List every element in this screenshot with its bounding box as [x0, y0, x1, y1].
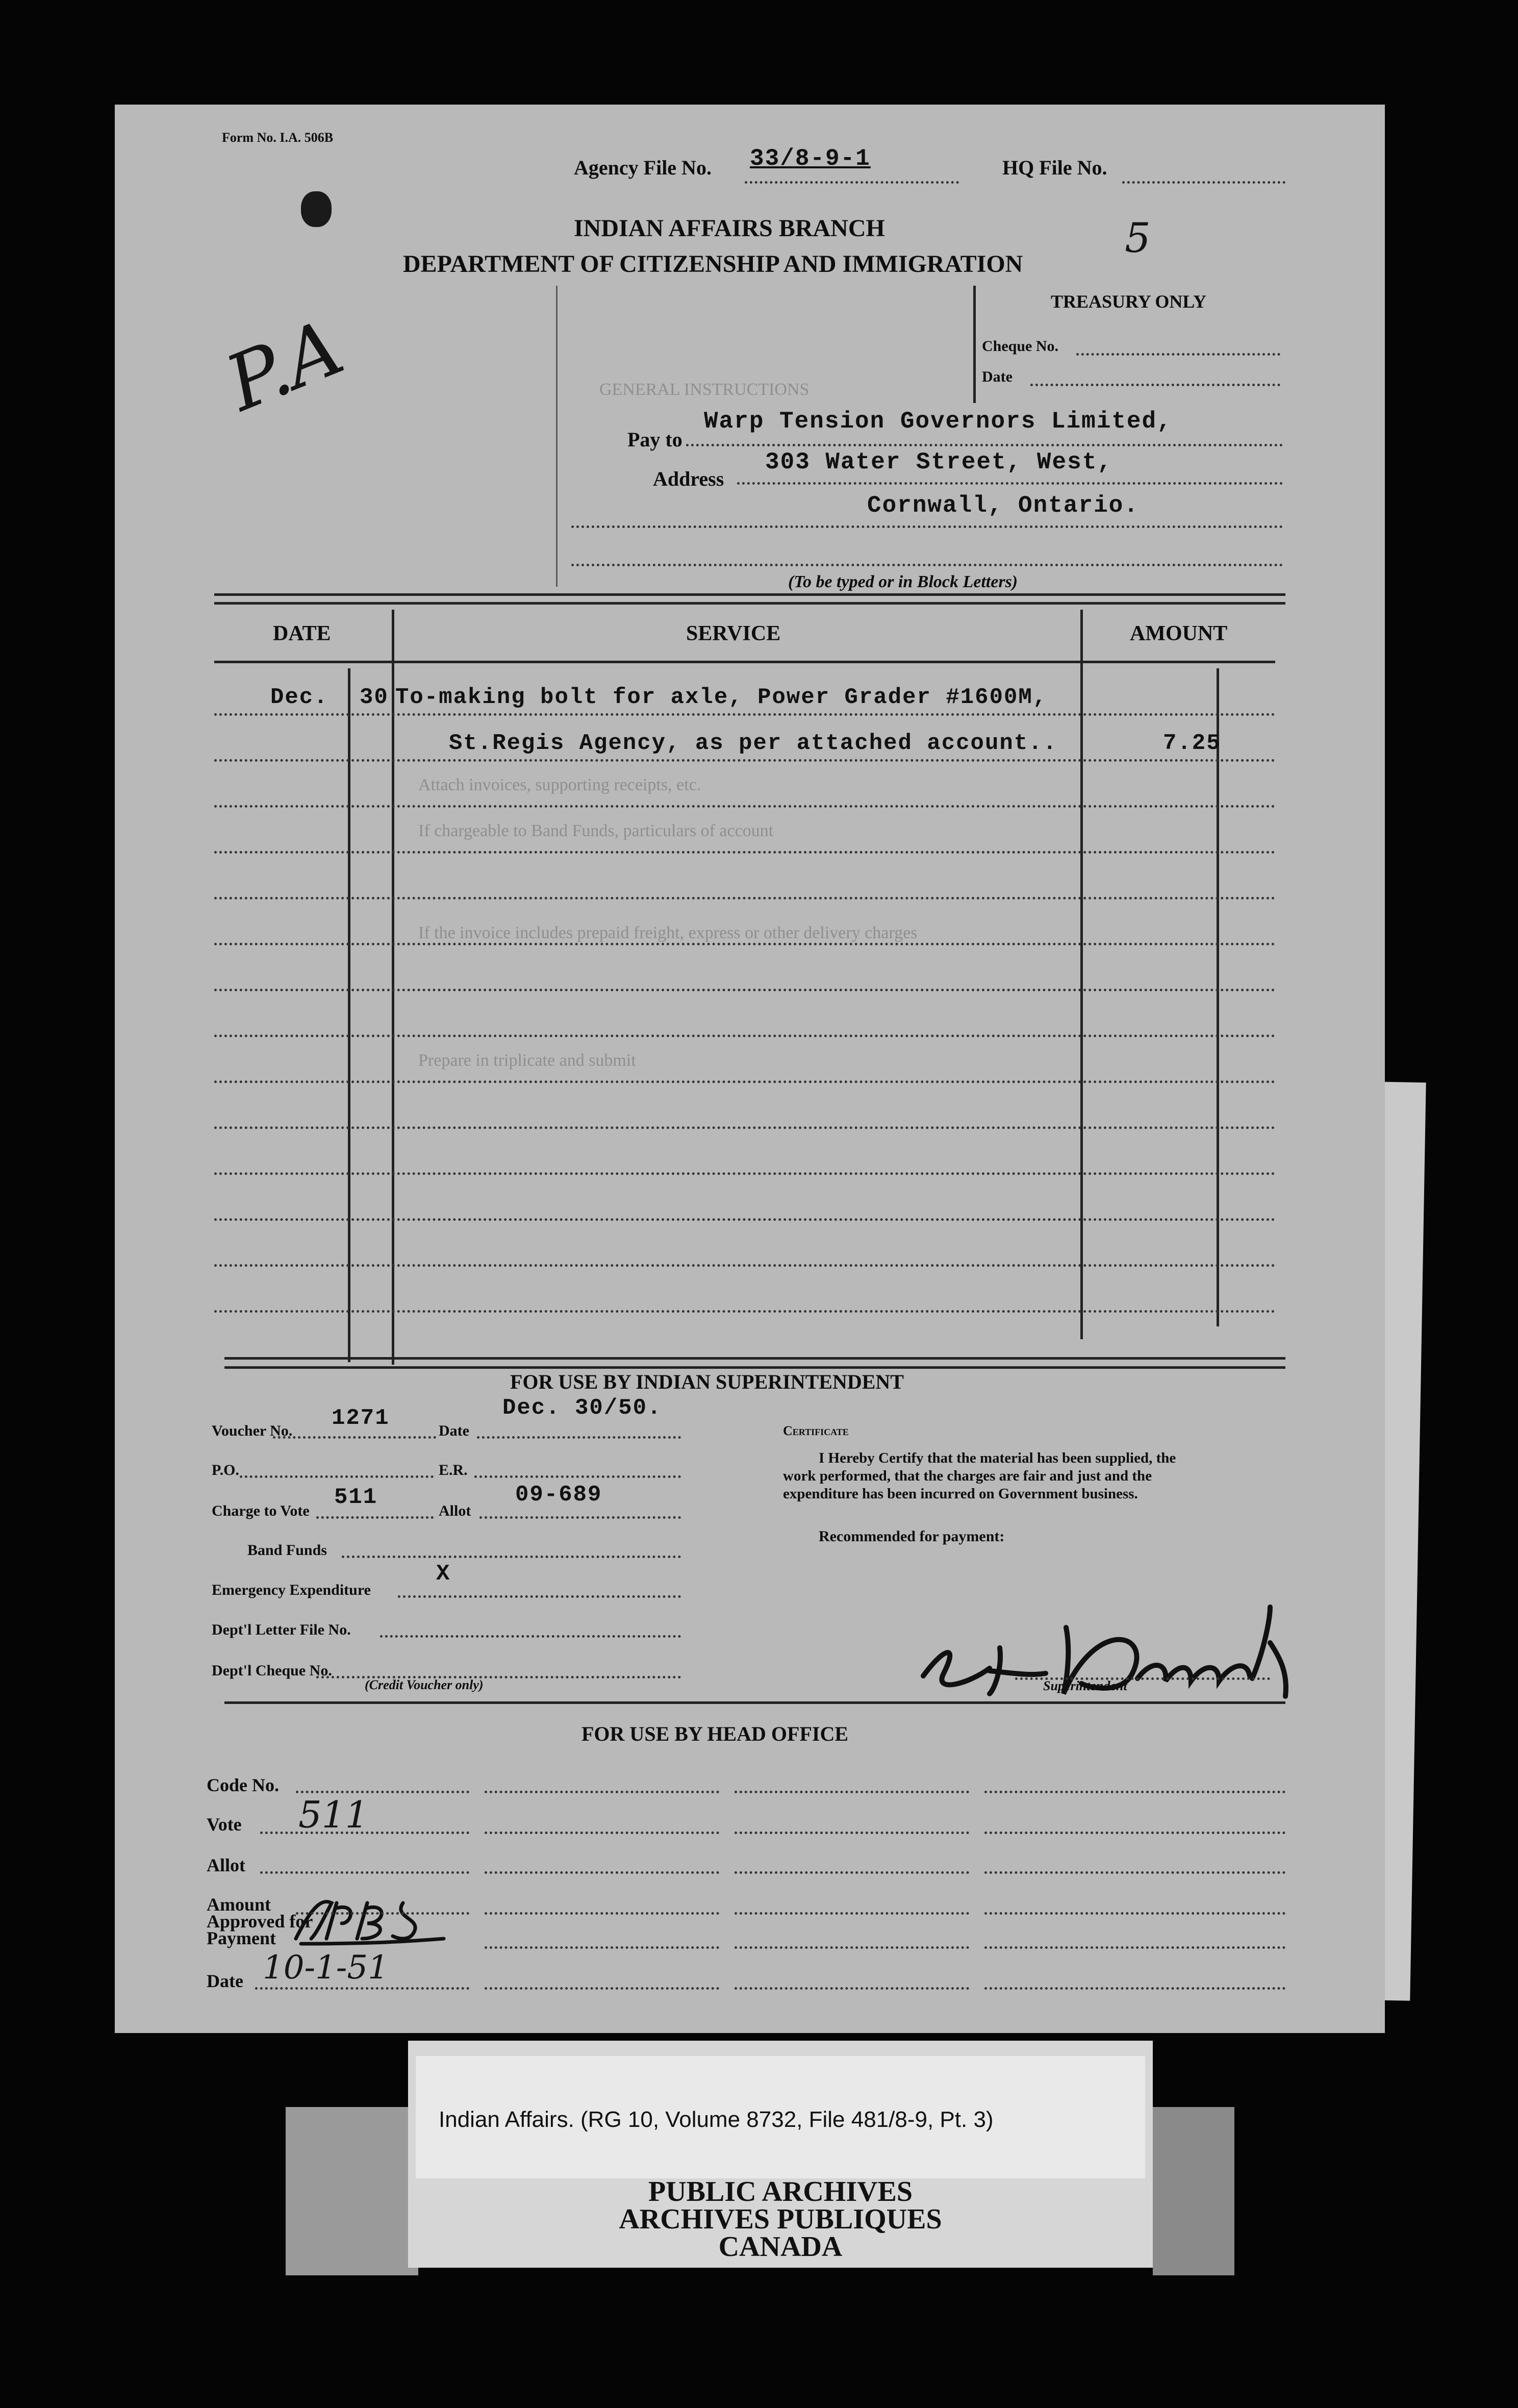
- address-line-1: 303 Water Street, West,: [765, 449, 1112, 475]
- voucher-date-line: [477, 1436, 681, 1439]
- margin-handwritten-number: 5: [1125, 214, 1151, 262]
- payee-left-rule: [556, 286, 558, 587]
- table-top-rule: [214, 593, 1285, 596]
- treasury-date-line: [1030, 384, 1280, 386]
- hq-file-label: HQ File No.: [1002, 156, 1107, 179]
- address-label: Address: [653, 467, 724, 490]
- voucher-line: [273, 1436, 436, 1439]
- hq-file-line: [1122, 181, 1285, 184]
- amount-label: Amount: [207, 1894, 271, 1915]
- treasury-date-label: Date: [982, 368, 1013, 385]
- amount-line-4: [984, 1912, 1285, 1915]
- code-no-line-3: [735, 1791, 969, 1793]
- table-row-line: [214, 1126, 1275, 1129]
- signature-caption: Superintendent: [1043, 1678, 1127, 1693]
- allot-line: [479, 1516, 681, 1519]
- date-header: DATE: [273, 622, 331, 645]
- ho-date-line-3: [735, 1987, 969, 1990]
- er-line: [474, 1475, 681, 1478]
- emergency-value: X: [436, 1561, 451, 1587]
- head-office-rule: [224, 1701, 1285, 1704]
- table-row-line: [214, 1035, 1275, 1037]
- table-row-line: [214, 1264, 1275, 1267]
- ho-date-value: 10-1-51: [263, 1949, 389, 1987]
- pay-to-line: [686, 444, 1283, 446]
- ho-allot-label: Allot: [207, 1855, 245, 1875]
- ho-date-label: Date: [207, 1971, 243, 1991]
- row1-service: To-making bolt for axle, Power Grader #1600M,: [395, 685, 1048, 710]
- table-row-line: [214, 1218, 1275, 1221]
- allot-line-2: [485, 1871, 719, 1874]
- payment-label: Payment: [207, 1928, 276, 1948]
- address-line-2: Cornwall, Ontario.: [867, 492, 1139, 519]
- voucher-value: 1271: [332, 1406, 390, 1431]
- agency-file-value: 33/8-9-1: [750, 145, 871, 172]
- label-clip-right: [1153, 2107, 1234, 2275]
- vote-label: Vote: [207, 1814, 242, 1835]
- vote-line-1: [260, 1832, 469, 1834]
- table-row-line: [214, 943, 1275, 945]
- label-clip-left: [286, 2107, 418, 2275]
- po-label: P.O.: [212, 1462, 239, 1478]
- table-row-line: [214, 851, 1275, 854]
- bleed-through-text: If chargeable to Band Funds, particulars of account: [418, 821, 774, 840]
- address-line-rule-3: [571, 564, 1283, 566]
- table-row-line: [214, 897, 1275, 899]
- approved-line-2: [485, 1946, 719, 1949]
- form-number: Form No. I.A. 506B: [222, 130, 334, 145]
- allot-value: 09-689: [515, 1482, 602, 1508]
- letter-file-label: Dept'l Letter File No.: [212, 1621, 351, 1638]
- po-line: [240, 1475, 434, 1478]
- ho-date-line-4: [984, 1987, 1285, 1990]
- row1-month: Dec.: [270, 685, 328, 710]
- approval-initials: [291, 1888, 454, 1949]
- treasury-title: TREASURY ONLY: [1051, 291, 1207, 312]
- approved-line-4: [984, 1946, 1285, 1949]
- table-top-rule-2: [214, 602, 1285, 605]
- row2-service: St.Regis Agency, as per attached account..: [449, 731, 1057, 756]
- er-label: E.R.: [439, 1462, 468, 1478]
- amount-line-1: [296, 1912, 469, 1915]
- recommended-for-payment: Recommended for payment:: [819, 1528, 1005, 1545]
- superintendent-section-title: FOR USE BY INDIAN SUPERINTENDENT: [510, 1370, 904, 1393]
- charge-to-vote-value: 511: [334, 1485, 378, 1510]
- bleed-through-text: If the invoice includes prepaid freight, express or other delivery charges: [418, 923, 918, 942]
- certificate-title: Certificate: [783, 1423, 849, 1438]
- service-header: SERVICE: [686, 622, 781, 645]
- cheque-label: Cheque No.: [982, 338, 1059, 355]
- table-bottom-rule-2: [224, 1366, 1285, 1369]
- code-no-label: Code No.: [207, 1775, 279, 1795]
- table-row-line: [214, 713, 1275, 716]
- typed-note: (To be typed or in Block Letters): [788, 572, 1018, 591]
- pay-to-value: Warp Tension Governors Limited,: [704, 408, 1172, 435]
- voucher-date-value: Dec. 30/50.: [502, 1395, 662, 1421]
- agency-file-label: Agency File No.: [574, 156, 712, 179]
- certificate-line-3: expenditure has been incurred on Government business.: [783, 1486, 1138, 1502]
- vote-line-3: [735, 1832, 969, 1834]
- letter-file-line: [380, 1635, 681, 1638]
- pay-to-label: Pay to: [627, 428, 682, 451]
- band-funds-line: [342, 1556, 681, 1558]
- emergency-line: [398, 1595, 681, 1598]
- allot-label: Allot: [439, 1502, 471, 1519]
- head-office-title: FOR USE BY HEAD OFFICE: [581, 1722, 849, 1745]
- department-title: DEPARTMENT OF CITIZENSHIP AND IMMIGRATION: [403, 250, 1023, 278]
- certificate-line-1: I Hereby Certify that the material has been supplied, the: [819, 1450, 1176, 1466]
- address-line-rule-1: [737, 482, 1283, 485]
- amount-line-3: [735, 1912, 969, 1915]
- amount-column-rule-2: [1217, 668, 1219, 1326]
- table-row-line: [214, 1172, 1275, 1175]
- table-header-rule: [214, 661, 1275, 663]
- table-bottom-rule: [224, 1357, 1285, 1360]
- agency-file-line: [745, 181, 959, 184]
- bleed-through-text: GENERAL INSTRUCTIONS: [599, 380, 809, 399]
- dept-cheque-label: Dept'l Cheque No.: [212, 1662, 332, 1679]
- charge-to-vote-label: Charge to Vote: [212, 1502, 310, 1519]
- ink-blot: [301, 191, 332, 227]
- approved-line-3: [735, 1946, 969, 1949]
- date-column-rule-1: [348, 668, 350, 1362]
- allot-line-4: [984, 1871, 1285, 1874]
- amount-header: AMOUNT: [1130, 622, 1228, 645]
- table-row-line: [214, 805, 1275, 808]
- charge-to-vote-line: [316, 1516, 434, 1519]
- table-row-line: [214, 1310, 1275, 1313]
- vote-line-2: [485, 1832, 719, 1834]
- row2-amount: 7.25: [1163, 731, 1221, 756]
- vote-line-4: [984, 1832, 1285, 1834]
- credit-voucher-note: (Credit Voucher only): [365, 1677, 484, 1692]
- bleed-through-text: Attach invoices, supporting receipts, etc.: [418, 775, 701, 794]
- ho-date-line-2: [485, 1987, 719, 1990]
- archive-reference: Indian Affairs. (RG 10, Volume 8732, File 481/8-9, Pt. 3): [439, 2107, 994, 2132]
- bleed-through-text: Prepare in triplicate and submit: [418, 1051, 636, 1070]
- ho-date-line-1: [255, 1987, 469, 1990]
- row1-day: 30: [360, 685, 389, 710]
- archive-title-en: PUBLIC ARCHIVES: [648, 2176, 913, 2208]
- amount-line-2: [485, 1912, 719, 1915]
- voucher-label: Voucher No.: [212, 1422, 293, 1439]
- amount-column-rule-1: [1080, 610, 1083, 1339]
- table-row-line: [214, 989, 1275, 991]
- code-no-line-2: [485, 1791, 719, 1793]
- table-row-line: [214, 759, 1275, 762]
- band-funds-label: Band Funds: [247, 1542, 327, 1559]
- code-no-line-4: [984, 1791, 1285, 1793]
- approved-label: Approved for: [207, 1911, 313, 1932]
- voucher-date-label: Date: [439, 1422, 469, 1439]
- handwritten-initials: P.A: [214, 303, 355, 429]
- allot-line-3: [735, 1871, 969, 1874]
- vote-value: 511: [298, 1793, 369, 1836]
- cheque-line: [1076, 353, 1280, 356]
- archive-country: CANADA: [718, 2231, 843, 2263]
- treasury-box-divider: [973, 286, 976, 403]
- branch-title: INDIAN AFFAIRS BRANCH: [574, 215, 885, 242]
- allot-line-1: [260, 1871, 469, 1874]
- address-line-rule-2: [571, 525, 1283, 528]
- certificate-line-2: work performed, that the charges are fair and just and the: [783, 1468, 1152, 1484]
- table-row-line: [214, 1081, 1275, 1083]
- date-column-rule-2: [392, 610, 394, 1365]
- emergency-label: Emergency Expenditure: [212, 1582, 371, 1598]
- archive-title-fr: ARCHIVES PUBLIQUES: [619, 2203, 942, 2235]
